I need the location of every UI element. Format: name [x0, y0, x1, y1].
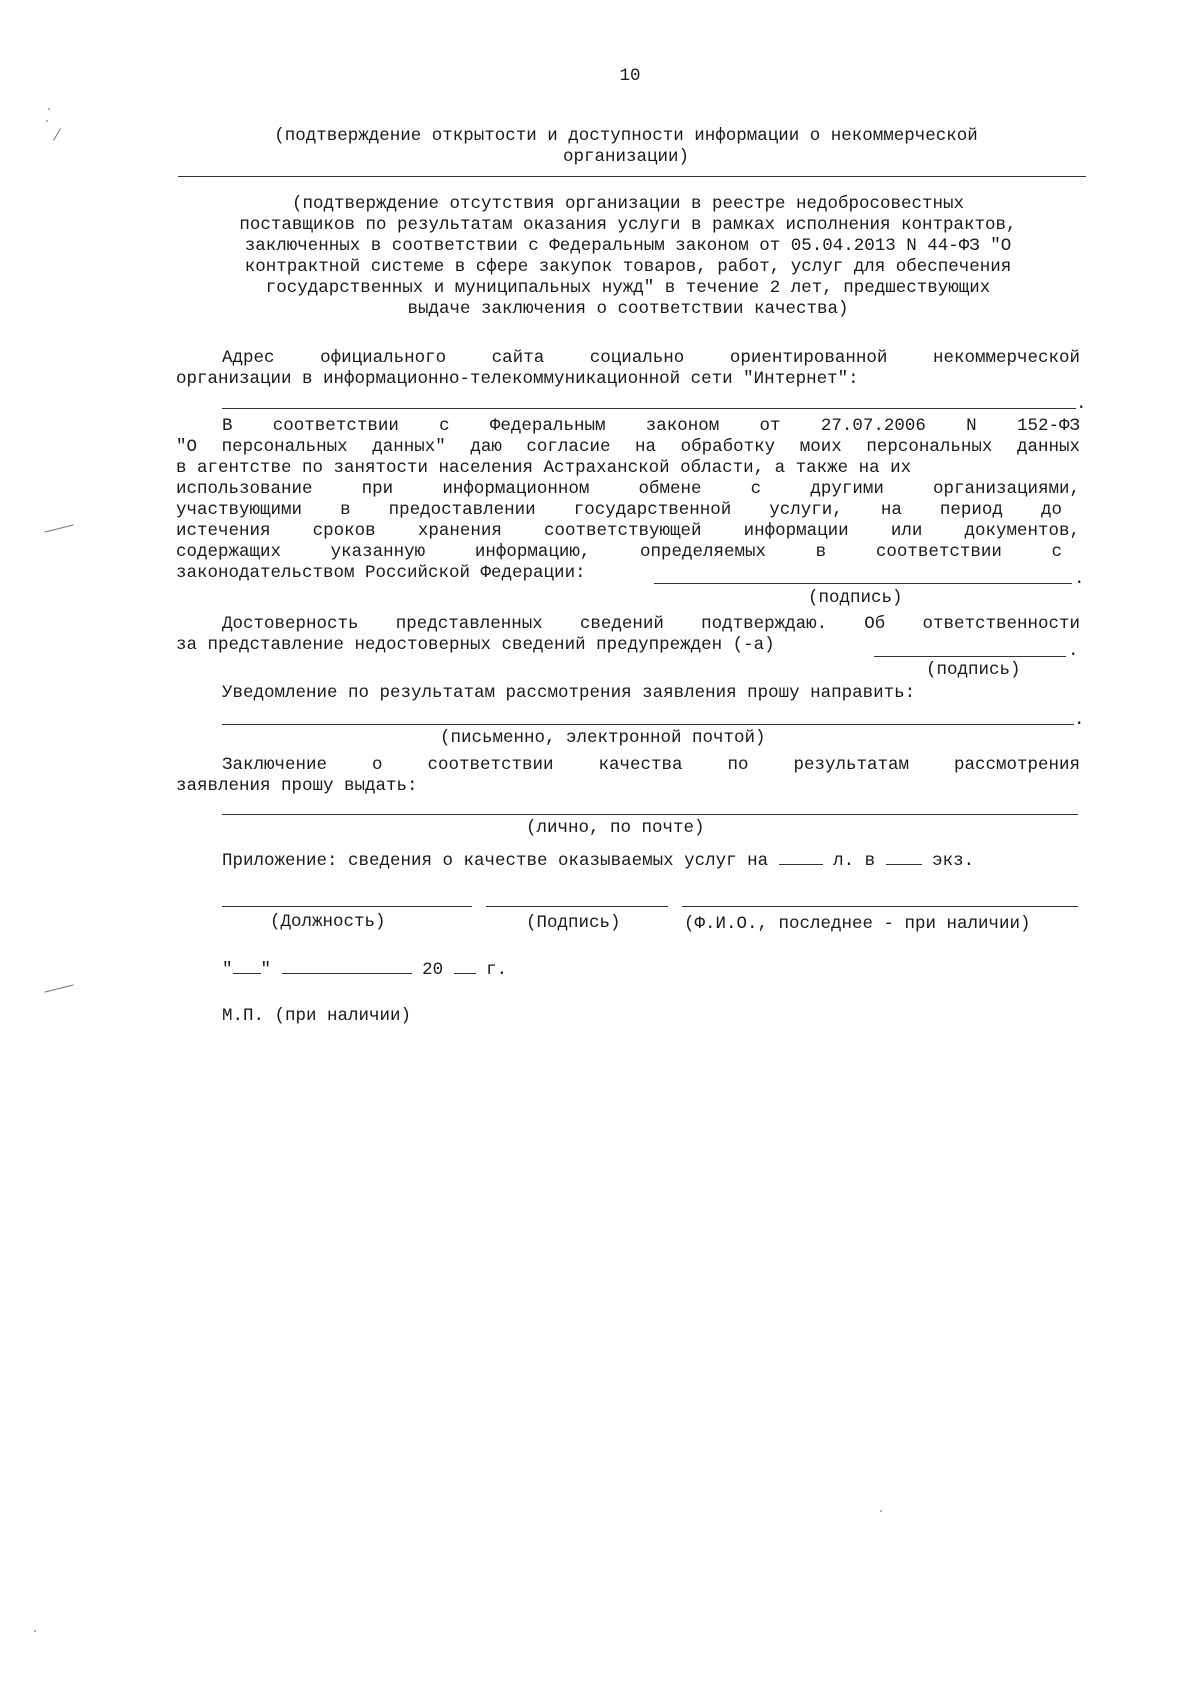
scan-speck — [46, 120, 48, 122]
attachment-sheets-field[interactable] — [779, 848, 823, 865]
attachment-copies-label: экз. — [932, 851, 975, 871]
caption-registry-line-2: поставщиков по результатам оказания услуги в рамках исполнения контрактов, — [239, 215, 1017, 235]
scan-mark — [44, 524, 73, 532]
date-quote-open: " — [222, 960, 233, 980]
position-label: (Должность) — [270, 912, 386, 932]
conclusion-method-field[interactable] — [222, 814, 1078, 815]
scan-speck — [48, 108, 50, 110]
fill-line-openness — [178, 176, 1086, 177]
notification-method-field[interactable] — [222, 724, 1074, 725]
date-day-field[interactable] — [233, 957, 261, 974]
position-field[interactable] — [222, 906, 472, 907]
date-year-suffix: г. — [486, 960, 508, 980]
attachment-line — [222, 848, 974, 872]
consent-line-5: участвующими в предоставлении государственной услуги, на период до — [176, 500, 1062, 520]
full-name-field[interactable] — [682, 906, 1078, 907]
caption-registry-line-1: (подтверждение отсутствия организации в реестре недобросовестных — [291, 194, 965, 214]
consent-signature-label: (подпись) — [808, 588, 903, 608]
document-page: 10 (подтверждение открытости и доступности информации о некоммерческой организации) (подтверждение отсутствия организации в реестре недобросовестных поставщиков по результатам оказания услуги в рамках исполнения контрактов, заключенных в соответствии с Федеральным законом от 05.04.2013 N 44-ФЗ "О контрактной системе в сфере закупок товаров, работ, услуг для обеспечения государственных и муниципальных нужд" в течение 2 лет, предшествующих выдаче заключения о соответствии качества) Адрес официального сайта социально ориентированной некоммерческой организации в информационно-телекоммуникационной сети "Интернет": . В соответствии с Федеральным законом от 27.07.2006 N 152-ФЗ "О персональных данных" даю согласие на обработку моих персональных данных в агентстве по занятости населения Астраханской области, а также на их использование при информационном обмене с другими организациями, участвующими в предоставлении государственной услуги, на период до истечения сроков хранения соответствующей информации или документов, содержащих указанную информацию, определяемых в соответствии с законодательством Российской Федерации: . (подпись) Достоверность представленных сведений подтверждаю. Об ответственности за представление недостоверных сведений предупрежден (-а) . (подпись) Уведомление по результатам рассмотрения заявления прошу направить: . (письменно, электронной почтой) Заключение о соответствии качества по результатам рассмотрения заявления прошу выдать: (лично, по почте) Приложение: сведения о качестве оказываемых услуг на л. в экз. (Должность) (Подпись) (Ф.И.О., последнее - при наличии) " " 20 г. М.П. (при наличии) — [0, 0, 1200, 1696]
scan-speck — [880, 1510, 882, 1512]
scan-mark — [44, 984, 73, 992]
conclusion-hint: (лично, по почте) — [526, 818, 705, 838]
fill-line-website — [222, 408, 1076, 409]
caption-registry-line-5: государственных и муниципальных нужд" в течение 2 лет, предшествующих — [265, 278, 991, 298]
seal-placeholder: М.П. (при наличии) — [222, 1006, 412, 1026]
signature-field[interactable] — [486, 906, 668, 907]
consent-signature-field[interactable] — [654, 583, 1072, 584]
caption-registry-line-6: выдаче заключения о соответствии качества) — [407, 299, 849, 319]
consent-line-1: В соответствии с Федеральным законом от 27.07.2006 N 152-ФЗ — [222, 416, 1080, 436]
date-quote-close: " — [260, 960, 272, 980]
consent-line-7: содержащих указанную информацию, определяемых в соответствии с — [176, 542, 1062, 562]
consent-line-4: использование при информационном обмене с другими организациями, — [176, 479, 1080, 499]
notification-hint: (письменно, электронной почтой) — [440, 728, 766, 748]
notification-text: Уведомление по результатам рассмотрения заявления прошу направить: — [222, 683, 916, 703]
caption-openness-line-1: (подтверждение открытости и доступности информации о некоммерческой — [274, 126, 978, 146]
caption-registry-line-4: контрактной системе в сфере закупок товаров, работ, услуг для обеспечения — [244, 257, 1012, 277]
website-line-2: организации в информационно-телекоммуникационной сети "Интернет": — [176, 369, 859, 389]
attachment-prefix: Приложение: сведения о качестве оказываемых услуг на — [222, 851, 769, 871]
conclusion-line-2: заявления прошу выдать: — [176, 776, 418, 796]
attachment-copies-field[interactable] — [886, 848, 922, 865]
scan-speck — [34, 1630, 36, 1632]
full-name-label: (Ф.И.О., последнее - при наличии) — [684, 914, 1031, 934]
reliability-line-2: за представление недостоверных сведений предупрежден (-а) — [176, 635, 775, 655]
consent-line-3: в агентстве по занятости населения Астраханской области, а также на их — [176, 458, 912, 478]
consent-line-2: "О персональных данных" даю согласие на обработку моих персональных данных — [176, 437, 1080, 457]
attachment-sheets-label: л. в — [833, 851, 876, 871]
caption-openness-line-2: организации) — [562, 147, 690, 167]
consent-line-8: законодательством Российской Федерации: — [176, 563, 586, 583]
reliability-line-1: Достоверность представленных сведений подтверждаю. Об ответственности — [222, 614, 1080, 634]
conclusion-line-1: Заключение о соответствии качества по результатам рассмотрения — [222, 755, 1080, 775]
reliability-signature-field[interactable] — [874, 656, 1066, 657]
consent-line-6: истечения сроков хранения соответствующей информации или документов, — [176, 521, 1080, 541]
date-month-field[interactable] — [282, 957, 412, 974]
reliability-signature-label: (подпись) — [926, 660, 1021, 680]
scan-mark — [53, 128, 61, 141]
date-year-prefix: 20 — [422, 960, 444, 980]
caption-registry-line-3: заключенных в соответствии с Федеральным законом от 05.04.2013 N 44-ФЗ "О — [244, 236, 1012, 256]
date-year-field[interactable] — [454, 957, 476, 974]
signature-label: (Подпись) — [526, 913, 621, 933]
date-line — [222, 957, 507, 981]
website-line-1: Адрес официального сайта социально ориентированной некоммерческой — [222, 348, 1080, 368]
page-number: 10 — [619, 66, 641, 86]
